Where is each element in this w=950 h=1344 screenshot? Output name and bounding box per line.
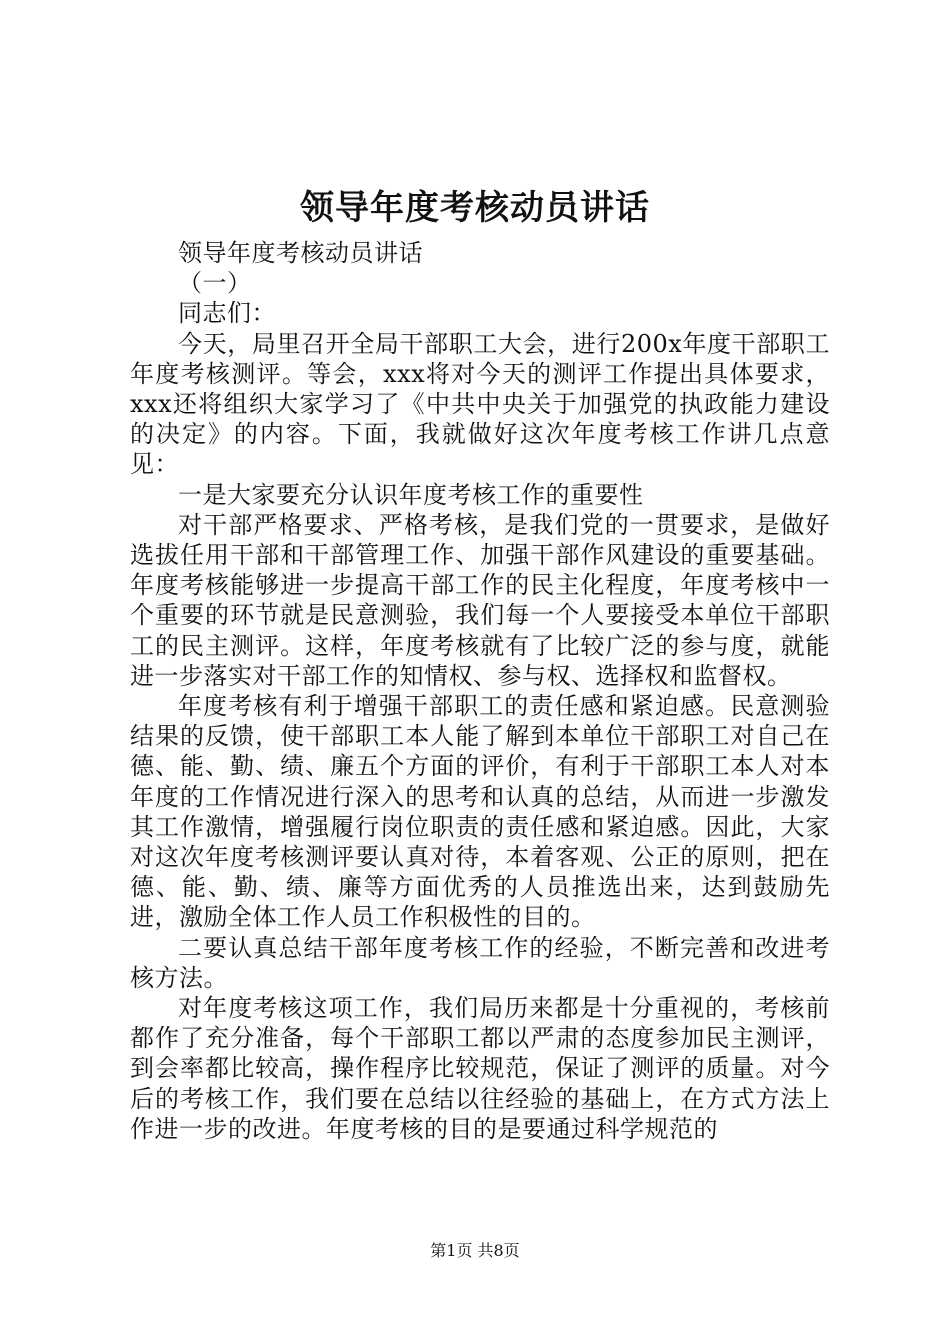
body-paragraph: 对年度考核这项工作，我们局历来都是十分重视的，考核前都作了充分准备，每个干部职工都以严肃的态度参加民主测评，到会率都比较高，操作程序比较规范，保证了测评的质量。对今后的考核工作，我们要在总结以往经验的基础上，在方式方法上作进一步的改进。年度考核的目的是要通过科学规范的 <box>130 994 830 1143</box>
section-heading: 一是大家要充分认识年度考核工作的重要性 <box>178 480 644 509</box>
body-paragraph: 对干部严格要求、严格考核，是我们党的一贯要求，是做好选拔任用干部和干部管理工作、加强干部作风建设的重要基础。年度考核能够进一步提高干部工作的民主化程度，年度考核中一个重要的环节就是民意测验，我们每一个人要接受本单位干部职工的民主测评。这样，年度考核就有了比较广泛的参与度，就能进一步落实对干部工作的知情权、参与权、选择权和监督权。 <box>130 510 830 690</box>
section-heading: 二要认真总结干部年度考核工作的经验，不断完善和改进考核方法。 <box>130 933 830 992</box>
document-body <box>130 238 830 1144</box>
document-title: 领导年度考核动员讲话 <box>300 188 650 228</box>
salutation: 同志们： <box>178 299 276 328</box>
section-number: （一） <box>178 269 252 298</box>
subtitle-paragraph: 领导年度考核动员讲话 <box>178 239 423 267</box>
body-paragraph: 今天，局里召开全局干部职工大会，进行200x年度干部职工年度考核测评。等会，xxx将对今天的测评工作提出具体要求，xxx还将组织大家学习了《中共中央关于加强党的执政能力建设的决定》的内容。下面，我就做好这次年度考核工作讲几点意见： <box>130 329 830 479</box>
body-paragraph: 年度考核有利于增强干部职工的责任感和紧迫感。民意测验结果的反馈，使干部职工本人能了解到本单位干部职工对自己在德、能、勤、绩、廉五个方面的评价，有利于干部职工本人对本年度的工作情况进行深入的思考和认真的总结，从而进一步激发其工作激情，增强履行岗位职责的责任感和紧迫感。因此，大家对这次年度考核测评要认真对待，本着客观、公正的原则，把在德、能、勤、绩、廉等方面优秀的人员推选出来，达到鼓励先进，激励全体工作人员工作积极性的目的。 <box>130 692 830 932</box>
page-footer: 第1页 共8页 <box>430 1241 520 1260</box>
